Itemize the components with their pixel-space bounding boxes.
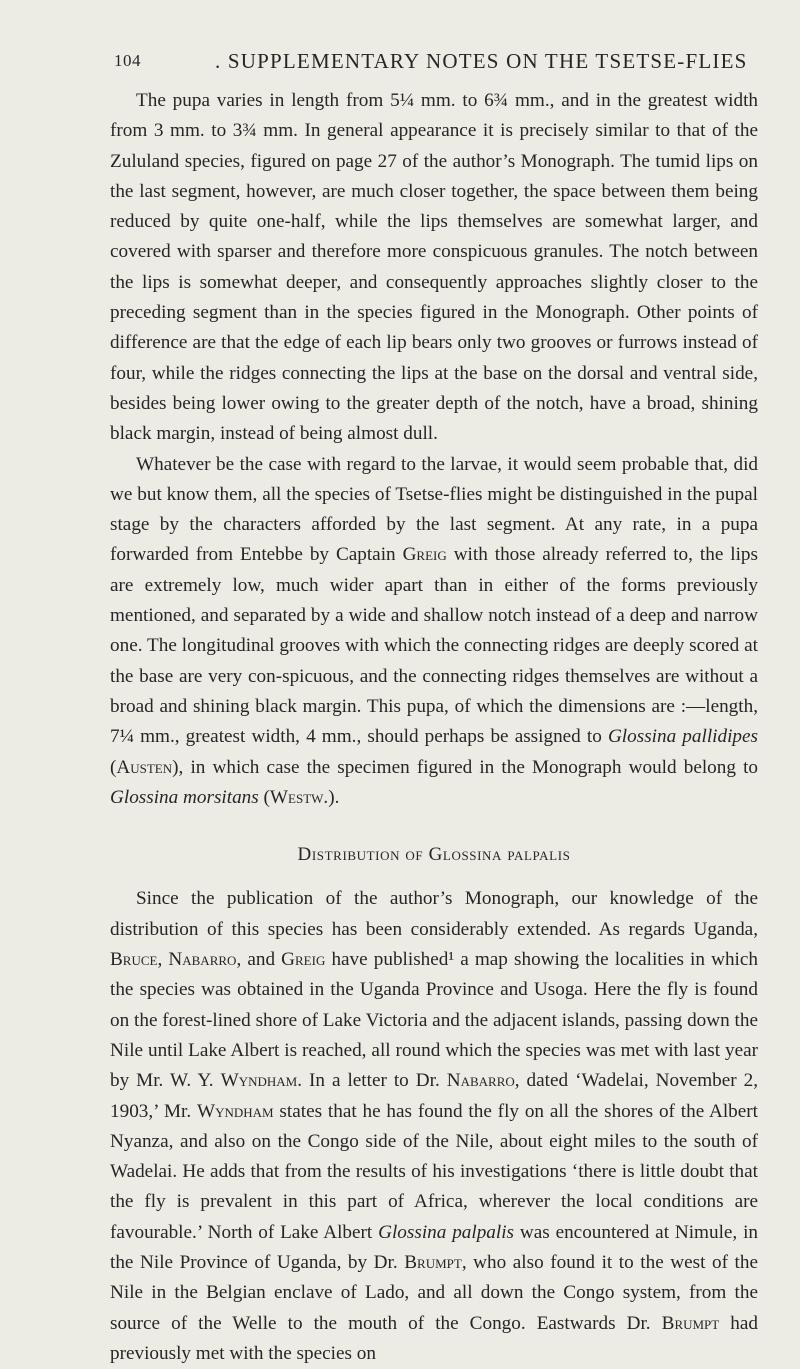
text-run: ( <box>258 786 270 808</box>
author-name: Nabarro <box>446 1070 515 1092</box>
species-name: Glossina morsitans <box>110 786 259 808</box>
text-run: Whatever be the case with regard to the larvae, it would seem probable that, did we but know them, all the species of Tsetse-flies might be distinguished in the pupal stage by the characters afforded by the last segment. At any rate, in a pupa forwarded from Entebbe by Captain <box>110 453 758 566</box>
text-run: , <box>157 949 169 971</box>
text-run: had previously met with the species on <box>110 1312 758 1364</box>
text-run: ). <box>328 786 340 808</box>
text-run: , dated ‘Wadelai, November 2, 1903,’ Mr. <box>110 1070 759 1122</box>
author-name: Wyndham <box>196 1100 274 1122</box>
text-run: have published¹ a map showing the localities in which the species was obtained in the Uganda Province and Usoga. Here the fly is found on the forest-lined shore of Lake Victoria and the adjacent islands, passing down the Nile until Lake Albert is reached, all round which the species was met with last year by Mr. W. Y. <box>110 949 758 1092</box>
author-name: Nabarro <box>168 949 237 971</box>
author-name: Brumpt <box>404 1251 462 1273</box>
text-run: with those already referred to, the lips are extremely low, much wider apart than in either of the forms previously mentioned, and separated by a wide and shallow notch instead of a deep and narrow one. The longitudinal grooves with which the connecting ridges are deeply scored at the base are very con-spicuous, and the connecting ridges themselves are without a broad and shining black margin. This pupa, of which the dimensions are :—length, 7¼ mm., greatest width, 4 mm., should perhaps be assigned to <box>110 544 758 748</box>
author-name: Austen <box>116 756 173 778</box>
species-name: Glossina pallidipes <box>607 726 758 748</box>
text-run: Since the publication of the author’s Monograph, our knowledge of the distribution of this species has been considerably extended. As regards Uganda, <box>110 888 758 940</box>
section-heading: Distribution of Glossina palpalis <box>297 844 571 866</box>
author-name: Brumpt <box>661 1312 720 1334</box>
running-head: . SUPPLEMENTARY NOTES ON THE TSETSE-FLIES <box>215 49 748 73</box>
author-name: Westw. <box>269 786 329 808</box>
text-run: ( <box>110 756 117 778</box>
author-name: Greig <box>402 544 447 566</box>
text-run: . In a letter to Dr. <box>297 1070 447 1092</box>
text-run: , who also found it to the west of the Nile in the Belgian enclave of Lado, and all down the Congo system, from the source of the Welle to the mouth of the Congo. Eastwards Dr. <box>110 1251 759 1334</box>
paragraph-distribution <box>110 884 758 1369</box>
text-run: was encountered at Nimule, in the Nile Province of Uganda, by Dr. <box>110 1221 758 1273</box>
paragraph-pupal-stage <box>110 450 758 814</box>
text-run: states that he has found the fly on all the shores of the Albert Nyanza, and also on the Congo side of the Nile, about eight miles to the south of Wadelai. He adds that from the results of his investigations ‘there is little doubt that the fly is prevalent in this part of Africa, wherever the local conditions are favourable.’ North of Lake Albert <box>110 1100 759 1243</box>
author-name: Wyndham <box>220 1070 298 1092</box>
text-run: ), in which case the specimen figured in the Monograph would belong to <box>172 756 758 778</box>
species-name: Glossina palpalis <box>378 1221 515 1243</box>
author-name: Bruce <box>110 949 158 971</box>
body-text <box>110 86 758 1369</box>
page-number: 104 <box>114 51 141 70</box>
paragraph-pupa-description: The pupa varies in length from 5¼ mm. to 6¾ mm., and in the greatest width from 3 mm. to 3¾ mm. In general appearance it is precisely similar to that of the Zululand species, figured on page 27 of the author’s Monograph. The tumid lips on the last segment, however, are much closer together, the space between them being reduced by quite one-half, while the lips themselves are somewhat larger, and covered with sparser and therefore more conspicuous granules. The notch between the lips is somewhat deeper, and consequently approaches slightly closer to the preceding segment than in the species figured in the Monograph. Other points of difference are that the edge of each lip bears only two grooves or furrows instead of four, while the ridges connecting the lips at the base on the dorsal and ventral side, besides being lower owing to the greater depth of the notch, have a broad, shining black margin, instead of being almost dull. <box>110 90 758 445</box>
text-run: , and <box>236 949 282 971</box>
author-name: Greig <box>281 949 326 971</box>
page-header <box>114 46 754 80</box>
